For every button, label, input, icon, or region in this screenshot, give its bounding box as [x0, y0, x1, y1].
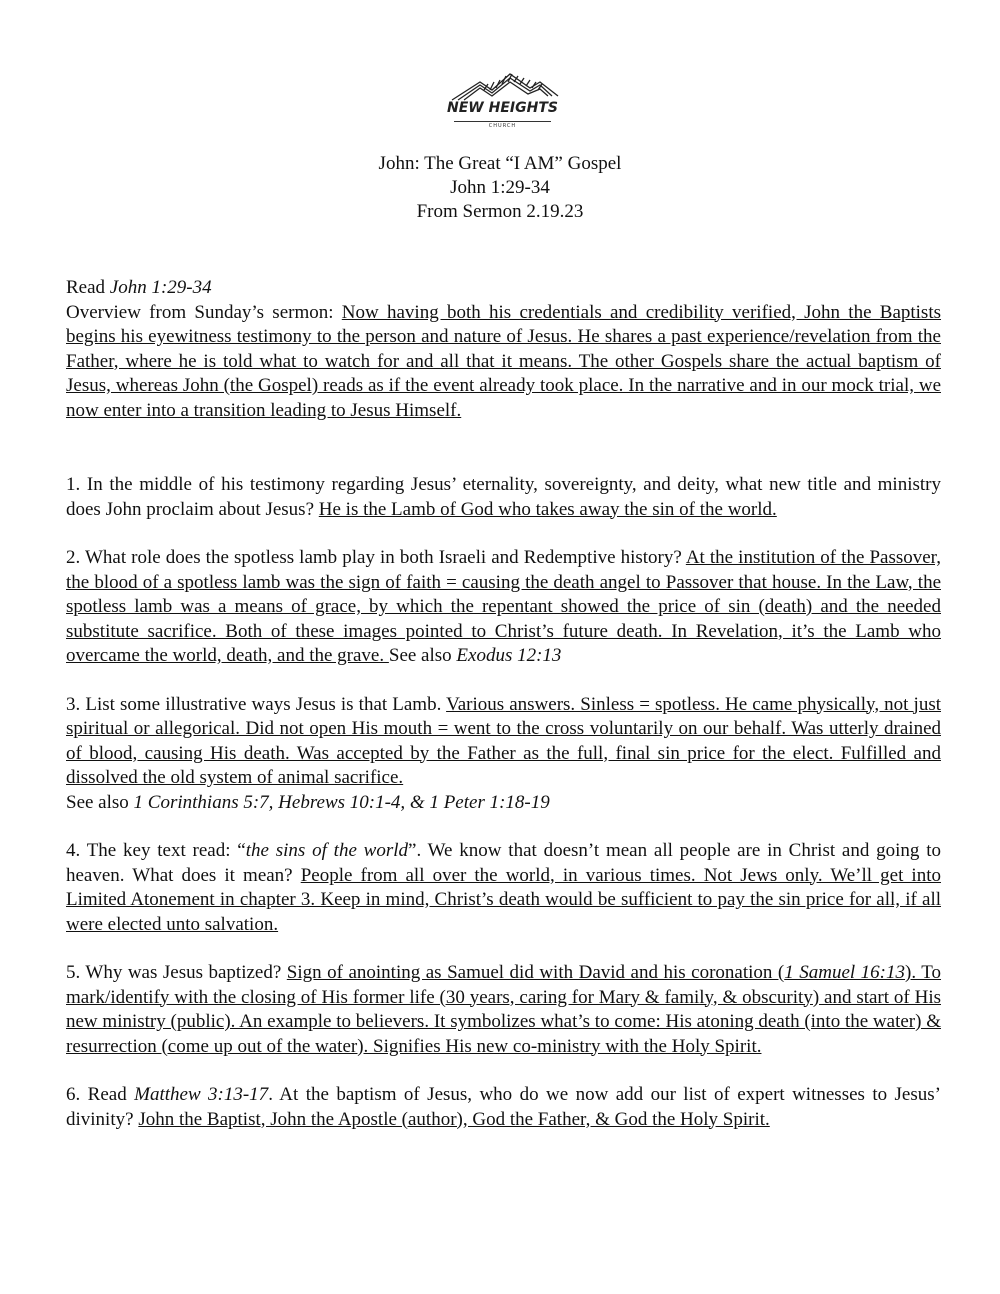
question-6-text: . At the baptism of Jesus, who do we now add our list of expert witnesses to Jesus’ divinity?: [66, 1084, 941, 1130]
question-1-answer: He is the Lamb of God who takes away the sin of the world.: [318, 498, 777, 520]
passage-reference: John 1:29-34: [450, 177, 550, 198]
question-5-reference: 1 Samuel 16:13: [784, 962, 905, 983]
sermon-date: From Sermon 2.19.23: [416, 201, 584, 222]
read-prefix: Read: [66, 277, 110, 298]
question-5-text: 5. Why was Jesus baptized?: [66, 962, 287, 983]
document-header: [0, 152, 1000, 224]
logo-wordmark: NEW HEIGHTS: [447, 100, 558, 116]
question-4-quote: the sins of the world: [245, 840, 409, 861]
question-3: [66, 693, 941, 816]
intro-paragraph: [66, 276, 941, 423]
question-3-answer: Various answers. Sinless = spotless. He came physically, not just spiritual or allegorical. Did not open His mouth = went to the cross voluntarily on our behalf. Was utterly drained of blood, causing His death. Was accepted by the Father as the full, final sin price for the elect. Fulfilled and dissolved the old system of animal sacrifice.: [66, 693, 941, 788]
question-4-text-a: 4. The key text read: “: [66, 840, 246, 861]
question-4-answer: People from all over the world, in various times. Not Jews only. We’ll get into Limited Atonement in chapter 3. Keep in mind, Christ’s death would be sufficient to pay the sin price for all, if all were elected unto salvation.: [66, 864, 941, 935]
church-logo: [440, 70, 565, 132]
question-2: [66, 546, 941, 669]
question-4: [66, 839, 941, 937]
question-2-text: 2. What role does the spotless lamb play in both Israeli and Redemptive history?: [66, 547, 686, 568]
question-5-answer-b: ). To mark/identify with the closing of His former life (30 years, caring for Mary & family, & obscurity) and start of His new ministry (public). An example to believers. It symbolizes what’s to come: His atoning death (into the water) & resurrection (come up out of the water). Signifies His new co-ministry with the Holy Spirit.: [66, 962, 942, 1057]
question-1: [66, 473, 941, 522]
question-4-text-b: ”. We know that doesn’t mean all people are in Christ and going to heaven. What does it mean?: [66, 840, 941, 886]
question-2-answer: At the institution of the Passover, the blood of a spotless lamb was the sign of faith = causing the death angel to Passover that house. In the Law, the spotless lamb was a means of grace, by which the repentant showed the price of sin (death) and the needed substitute sacrifice. Both of these images pointed to Christ’s future death. In Revelation, it’s the Lamb who overcame the world, death, and the grave.: [66, 547, 941, 666]
question-3-text: 3. List some illustrative ways Jesus is that Lamb.: [66, 693, 447, 715]
read-reference: John 1:29-34: [109, 277, 212, 298]
document-title: John: The Great “I AM” Gospel: [378, 153, 622, 174]
question-6-answer: John the Baptist, John the Apostle (author), God the Father, & God the Holy Spirit.: [138, 1108, 770, 1130]
mountain-icon: [440, 70, 565, 102]
question-2-see-also: See also: [388, 645, 457, 666]
question-6-read-prefix: 6. Read: [66, 1084, 135, 1105]
question-2-reference: Exodus 12:13: [456, 645, 562, 666]
question-5: [66, 961, 941, 1059]
question-5-answer-a: Sign of anointing as Samuel did with David and his coronation (: [286, 962, 785, 983]
question-6: [66, 1083, 941, 1132]
logo-divider: [454, 121, 551, 122]
overview-label: Overview from Sunday’s sermon:: [66, 301, 342, 323]
logo-subtitle: CHURCH: [488, 123, 517, 129]
overview-text: Now having both his credentials and credibility verified, John the Baptists begins his eyewitness testimony to the person and nature of Jesus. He shares a past experience/revelation from the Father, where he is told what to watch for and all that it means. The other Gospels share the actual baptism of Jesus, whereas John (the Gospel) reads as if the event already took place. In the narrative and in our mock trial, we now enter into a transition leading to Jesus Himself.: [66, 301, 942, 421]
question-1-text: 1. In the middle of his testimony regarding Jesus’ eternality, sovereignty, and deity, what new title and ministry does John proclaim about Jesus?: [66, 474, 941, 520]
question-6-reference: Matthew 3:13-17: [134, 1084, 269, 1105]
question-3-reference: 1 Corinthians 5:7, Hebrews 10:1-4, & 1 Peter 1:18-19: [133, 791, 550, 813]
study-content: [66, 276, 941, 1156]
question-3-see-also: See also: [66, 791, 134, 813]
